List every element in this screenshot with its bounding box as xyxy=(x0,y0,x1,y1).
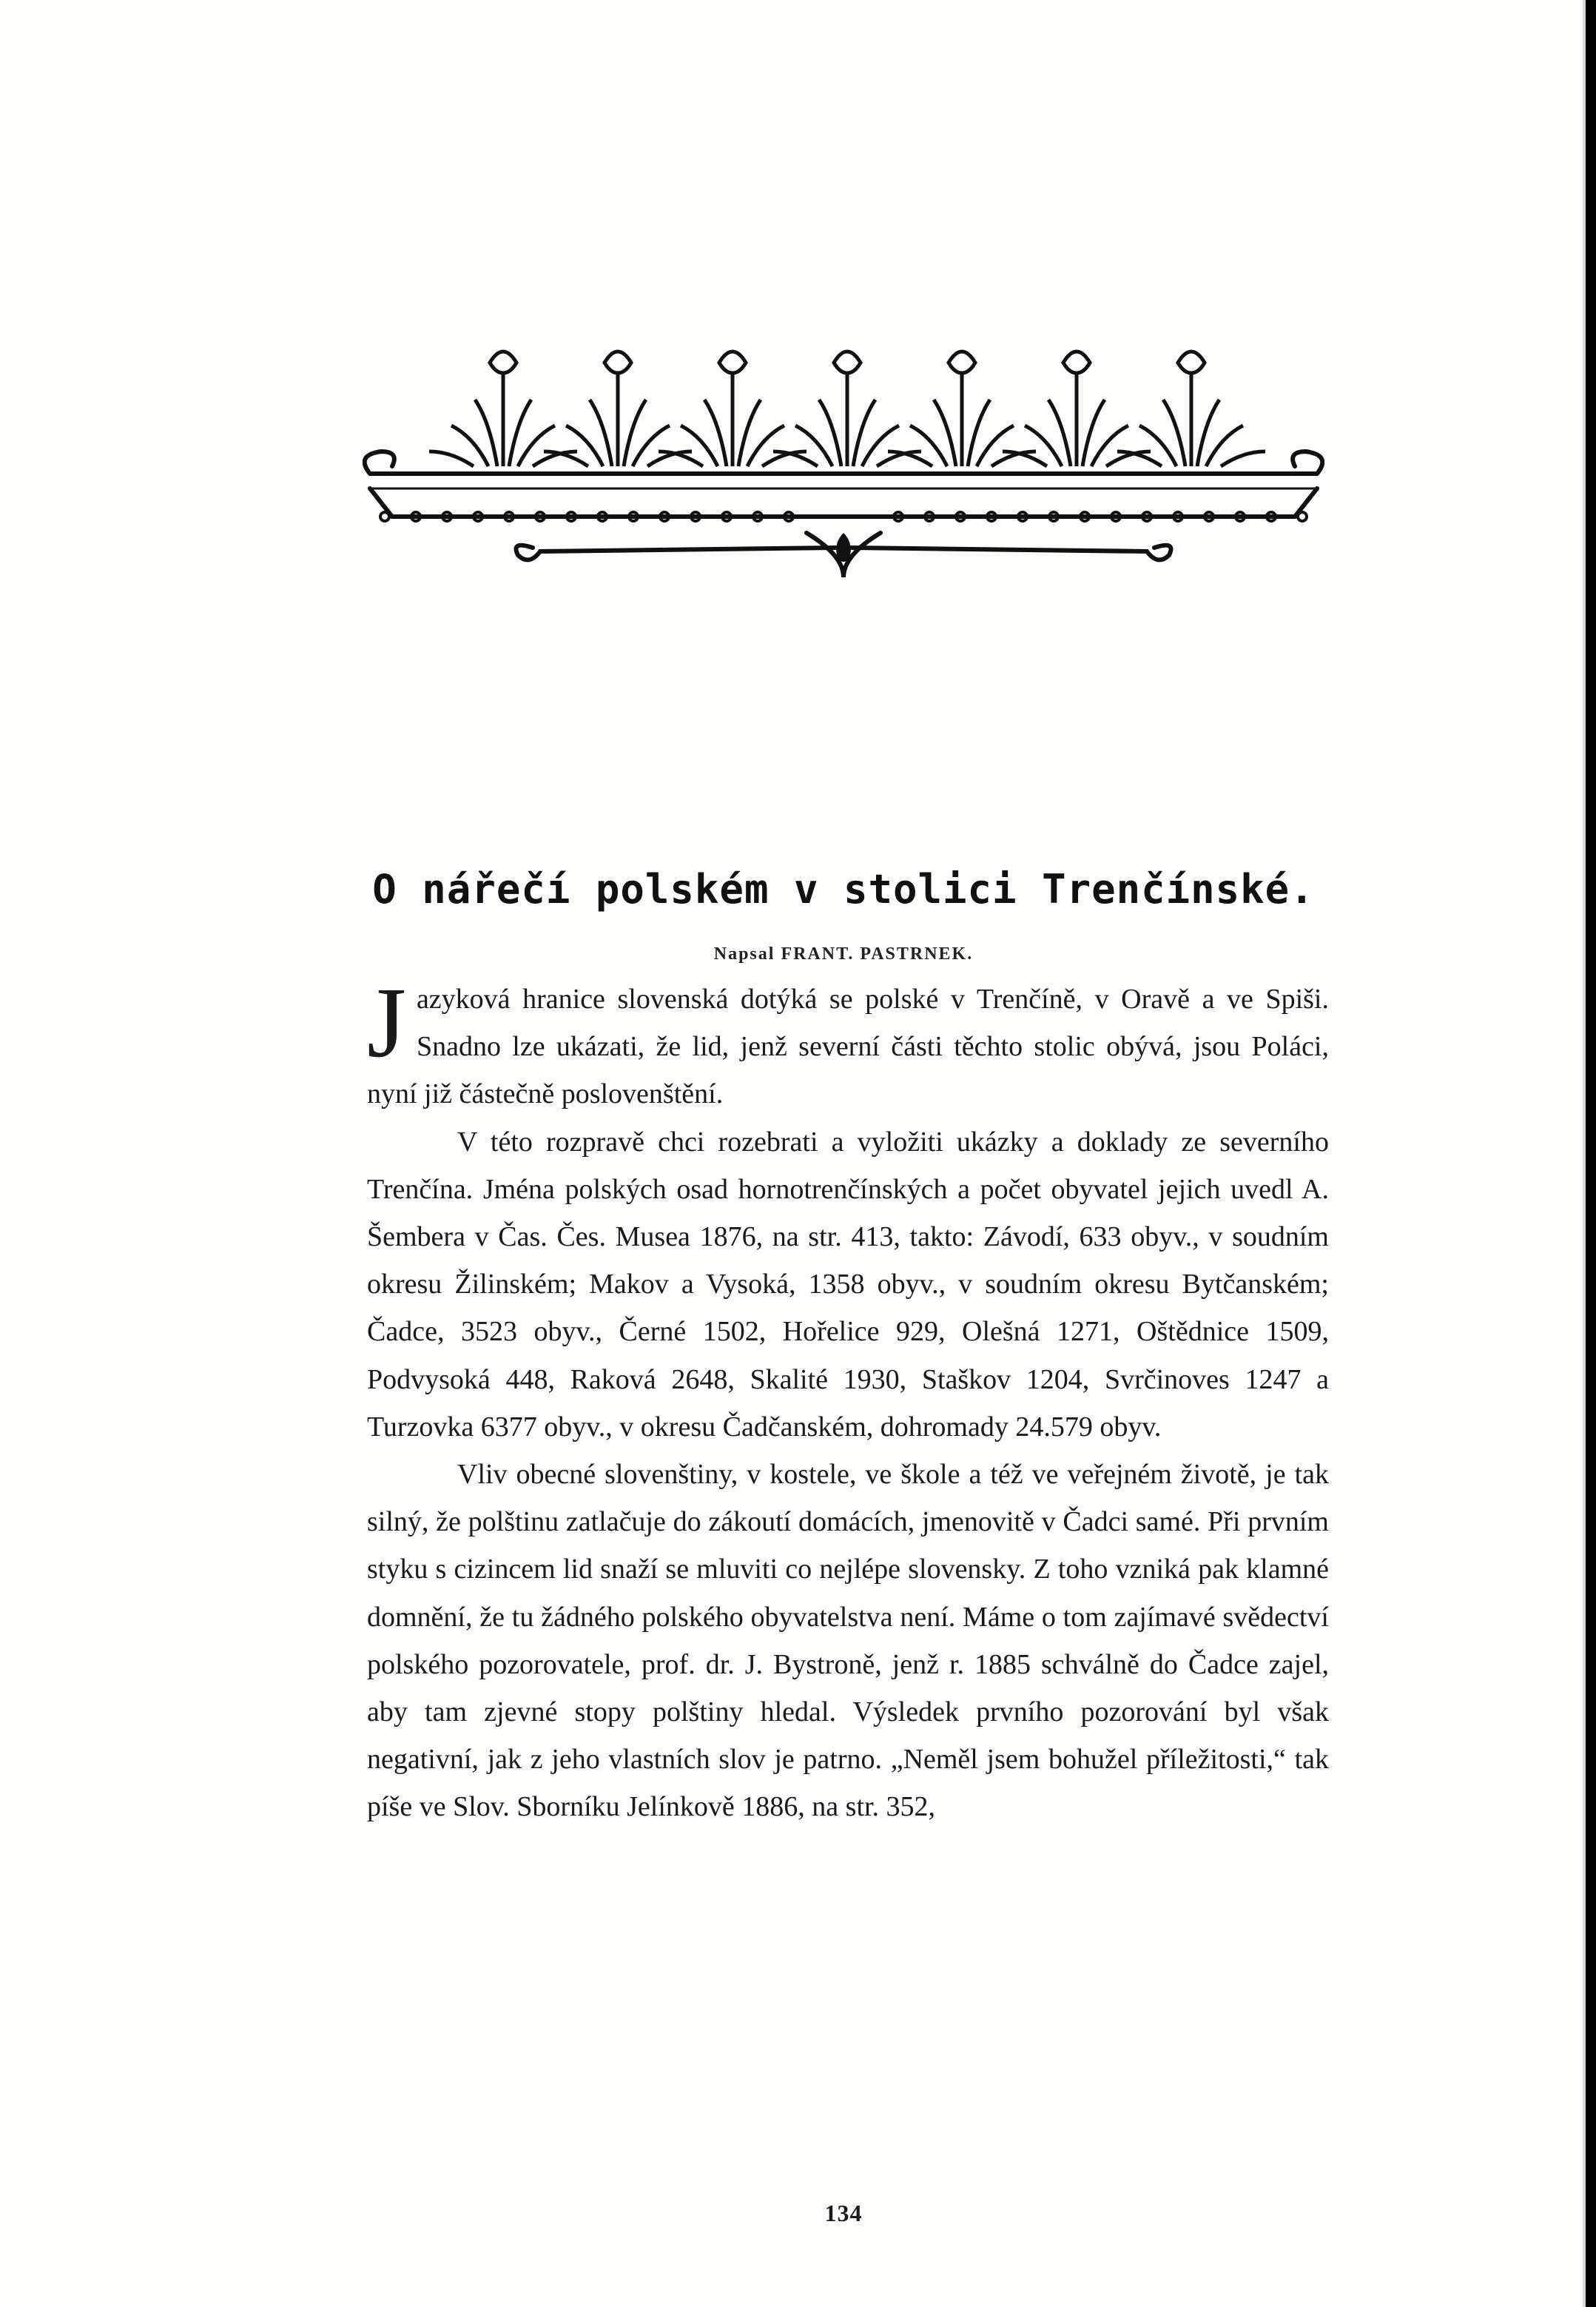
paragraph-1-text: azyková hranice slovenská dotýká se polské v Trenčíně, v Oravě a ve Spiši. Snadno lze ukázati, že lid, jenž severní části těchto stolic obývá, jsou Poláci, nyní již částečně poslovenštění. xyxy=(367,984,1329,1110)
page-number: 134 xyxy=(824,2200,863,2226)
article-body xyxy=(367,967,1329,1831)
article-byline: Napsal FRANT. PASTRNEK. xyxy=(713,944,974,964)
article-title: O nářečí polském v stolici Trenčínské. xyxy=(372,866,1315,913)
page-edge xyxy=(1586,0,1596,2307)
ornament-headpiece-icon xyxy=(363,348,1324,592)
drop-cap: J xyxy=(367,967,406,1078)
paragraph-2: V této rozpravě chci rozebrati a vyložiti ukázky a doklady ze severního Trenčína. Jména polských osad hornotrenčínských a počet obyvatel jejich uvedl A. Šembera v Čas. Čes. Musea 1876, na str. 413, takto: Závodí, 633 obyv., v soudním okresu Žilinském; Makov a Vysoká, 1358 obyv., v soudním okresu Bytčanském; Čadce, 3523 obyv., Černé 1502, Hořelice 929, Olešná 1271, Oštědnice 1509, Podvysoká 448, Raková 2648, Skalité 1930, Staškov 1204, Svrčinoves 1247 a Turzovka 6377 obyv., v okresu Čadčanském, dohromady 24.579 obyv. xyxy=(367,1126,1329,1443)
paragraph-3: Vliv obecné slovenštiny, v kostele, ve škole a též ve veřejném životě, je tak silný, že polštinu zatlačuje do zákoutí domácích, jmenovitě v Čadci samé. Při prvním styku s cizincem lid snaží se mluviti co nejlépe slovensky. Z toho vzniká pak klamné domnění, že tu žádného polského obyvatelstva není. Máme o tom zajímavé svědectví polského pozorovatele, prof. dr. J. Bystroně, jenž r. 1885 schválně do Čadce zajel, aby tam zjevné stopy polštiny hledal. Výsledek prvního pozorování byl však negativní, jak z jeho vlastních slov je patrno. „Neměl jsem bohužel příležitosti,“ tak píše ve Slov. Sborníku Jelínkově 1886, na str. 352, xyxy=(367,1459,1329,1823)
paragraph-1 xyxy=(367,967,1329,1118)
